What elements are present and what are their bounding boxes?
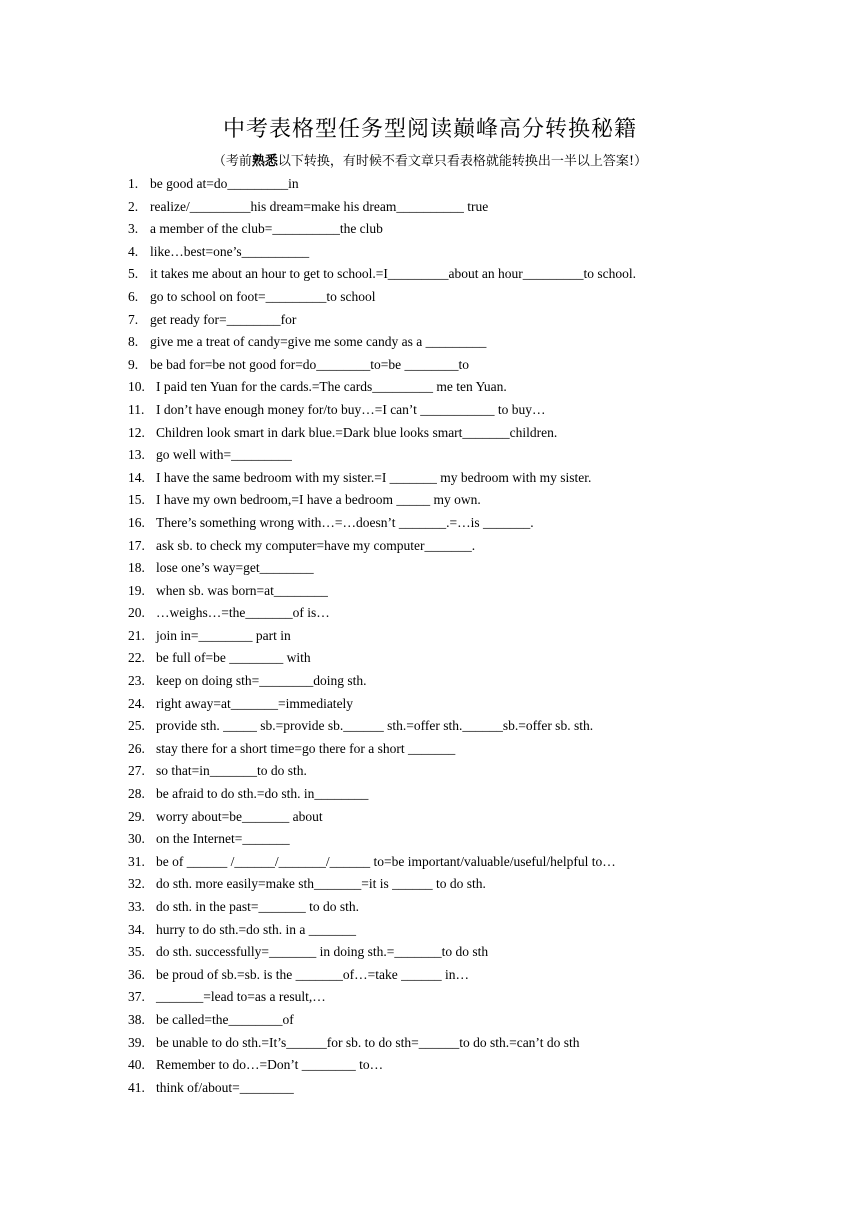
list-item: [128, 263, 768, 286]
item-text: be afraid to do sth.=do sth. in________: [156, 786, 369, 802]
list-item: [128, 693, 768, 716]
item-number: 35.: [128, 944, 145, 960]
list-item: [128, 444, 768, 467]
subtitle-bold: 熟悉: [251, 154, 278, 169]
subtitle-post: 以下转换，有时候不看文章只看表格就能转换出一半以上答案!）: [277, 154, 648, 169]
item-text: be full of=be ________ with: [156, 650, 311, 666]
list-item: [128, 964, 768, 987]
item-text: hurry to do sth.=do sth. in a _______: [156, 921, 356, 937]
item-number: 41.: [128, 1079, 145, 1095]
item-number: 30.: [128, 831, 145, 847]
item-number: 22.: [128, 650, 145, 666]
document-subtitle: [0, 150, 860, 169]
item-text: be proud of sb.=sb. is the _______of…=take ______ in…: [156, 966, 469, 982]
item-text: be of ______ /______/_______/______ to=be important/valuable/useful/helpful to…: [156, 853, 616, 869]
item-number: 23.: [128, 673, 145, 689]
list-item: [128, 535, 768, 558]
list-item: [128, 354, 768, 377]
item-text: be bad for=be not good for=do________to=be ________to: [150, 356, 470, 372]
item-text: do sth. in the past=_______ to do sth.: [156, 899, 359, 914]
item-text: Children look smart in dark blue.=Dark blue looks smart_______children.: [156, 424, 558, 440]
item-number: 5.: [128, 266, 139, 282]
item-number: 1.: [128, 176, 139, 191]
list-item: [128, 941, 768, 964]
item-number: 33.: [128, 899, 145, 914]
item-number: 15.: [128, 492, 145, 508]
list-item: [128, 580, 768, 603]
list-item: [128, 422, 768, 445]
list-item: [128, 760, 768, 783]
item-number: 39.: [128, 1034, 145, 1050]
subtitle-pre: （考前: [212, 154, 252, 169]
list-item: [128, 1032, 768, 1055]
item-text: …weighs…=the_______of is…: [156, 605, 330, 621]
item-number: 17.: [128, 537, 145, 553]
item-text: join in=________ part in: [156, 627, 291, 643]
item-text: be unable to do sth.=It’s______for sb. to do sth=______to do sth.=can’t do sth: [156, 1034, 580, 1050]
item-number: 6.: [128, 288, 139, 304]
item-number: 25.: [128, 718, 145, 734]
list-item: [128, 602, 768, 625]
item-text: _______=lead to=as a result,…: [156, 989, 326, 1005]
list-item: [128, 806, 768, 829]
item-text: give me a treat of candy=give me some candy as a _________: [150, 334, 487, 350]
item-text: provide sth. _____ sb.=provide sb.______ sth.=offer sth.______sb.=offer sb. sth.: [156, 718, 594, 734]
item-text: do sth. successfully=_______ in doing sth.=_______to do sth: [156, 944, 489, 960]
document-title: 中考表格型任务型阅读巅峰高分转换秘籍: [222, 117, 637, 142]
item-number: 32.: [128, 876, 145, 892]
list-item: [128, 625, 768, 648]
item-text: There’s something wrong with…=…doesn’t _______.=…is _______.: [156, 514, 534, 530]
item-number: 28.: [128, 786, 145, 802]
item-number: 13.: [128, 447, 145, 463]
item-number: 20.: [128, 605, 145, 621]
item-number: 4.: [128, 243, 139, 259]
list-item: [128, 376, 768, 399]
item-text: stay there for a short time=go there for a short _______: [156, 740, 456, 756]
list-item: [128, 783, 768, 806]
list-item: [128, 986, 768, 1009]
item-number: 40.: [128, 1057, 145, 1073]
list-item: [128, 1077, 768, 1100]
item-text: on the Internet=_______: [156, 831, 290, 847]
list-item: [128, 1054, 768, 1077]
item-number: 7.: [128, 311, 139, 327]
item-number: 9.: [128, 356, 139, 372]
list-item: [128, 828, 768, 851]
item-number: 36.: [128, 966, 145, 982]
item-number: 19.: [128, 582, 145, 598]
item-text: a member of the club=__________the club: [150, 221, 383, 237]
list-item: [128, 218, 768, 241]
list-item: [128, 1009, 768, 1032]
item-text: right away=at_______=immediately: [156, 695, 354, 711]
list-item: [128, 873, 768, 896]
list-item: [128, 309, 768, 332]
item-text: go to school on foot=_________to school: [150, 288, 376, 304]
item-number: 10.: [128, 379, 145, 395]
item-text: when sb. was born=at________: [156, 582, 328, 598]
list-item: [128, 241, 768, 264]
item-text: I don’t have enough money for/to buy…=I can’t ___________ to buy…: [156, 401, 546, 417]
item-text: I have my own bedroom,=I have a bedroom _____ my own.: [156, 492, 481, 508]
item-number: 29.: [128, 808, 145, 824]
list-item: [128, 557, 768, 580]
list-item: [128, 512, 768, 535]
item-number: 27.: [128, 763, 145, 779]
item-text: Remember to do…=Don’t ________ to…: [156, 1057, 384, 1073]
list-item: [128, 173, 768, 196]
list-item: [128, 715, 768, 738]
item-number: 21.: [128, 627, 145, 643]
list-item: [128, 196, 768, 219]
item-number: 18.: [128, 560, 145, 576]
list-item: [128, 896, 768, 919]
item-number: 3.: [128, 221, 139, 237]
item-number: 2.: [128, 198, 139, 214]
item-text: it takes me about an hour to get to school.=I_________about an hour_________to school.: [150, 266, 637, 282]
list-item: [128, 467, 768, 490]
item-number: 31.: [128, 853, 145, 869]
item-number: 11.: [128, 401, 145, 417]
item-text: do sth. more easily=make sth_______=it is ______ to do sth.: [156, 876, 486, 892]
item-text: so that=in_______to do sth.: [156, 763, 307, 779]
item-text: go well with=_________: [156, 447, 292, 463]
list-item: [128, 919, 768, 942]
item-number: 16.: [128, 514, 145, 530]
list-item: [128, 286, 768, 309]
item-text: be good at=do_________in: [150, 176, 299, 191]
item-number: 24.: [128, 695, 145, 711]
list-item: [128, 331, 768, 354]
item-text: keep on doing sth=________doing sth.: [156, 673, 367, 689]
item-text: realize/_________his dream=make his dream__________ true: [150, 198, 489, 214]
item-text: I have the same bedroom with my sister.=I _______ my bedroom with my sister.: [156, 469, 592, 485]
item-text: get ready for=________for: [150, 311, 297, 327]
list-item: [128, 399, 768, 422]
item-text: be called=the________of: [156, 1011, 294, 1027]
item-text: like…best=one’s__________: [150, 243, 310, 259]
item-text: I paid ten Yuan for the cards.=The cards_________ me ten Yuan.: [156, 379, 507, 395]
item-text: lose one’s way=get________: [156, 560, 314, 576]
list-item: [128, 670, 768, 693]
item-number: 37.: [128, 989, 145, 1005]
item-number: 26.: [128, 740, 145, 756]
item-text: ask sb. to check my computer=have my computer_______.: [156, 537, 476, 553]
item-number: 8.: [128, 334, 139, 350]
item-number: 12.: [128, 424, 145, 440]
item-text: worry about=be_______ about: [156, 808, 323, 824]
exercise-list: [128, 173, 768, 1099]
list-item: [128, 489, 768, 512]
item-text: think of/about=________: [156, 1079, 294, 1095]
list-item: [128, 851, 768, 874]
item-number: 14.: [128, 469, 145, 485]
list-item: [128, 738, 768, 761]
item-number: 34.: [128, 921, 145, 937]
item-number: 38.: [128, 1011, 145, 1027]
list-item: [128, 647, 768, 670]
